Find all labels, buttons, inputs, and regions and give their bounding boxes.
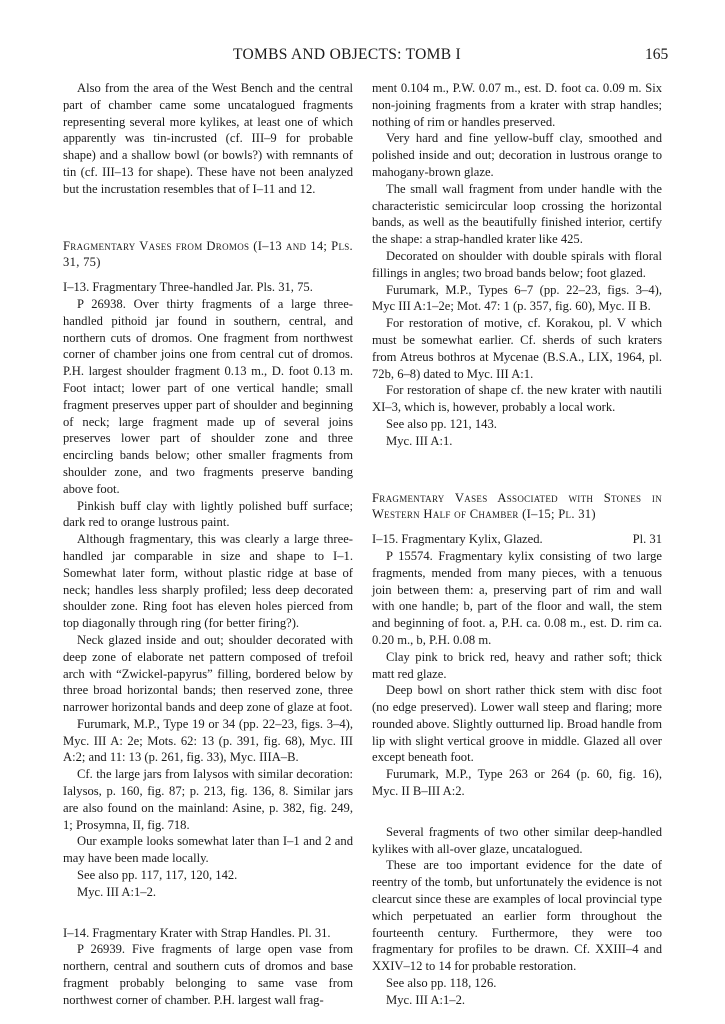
paragraph: The small wall fragment from under handle with the characteristic semicircular loop crossing the horizontal bands, as well as the beautifully finished interior, certify the shape: a strap-handled krater like 425.: [372, 181, 662, 247]
paragraph: See also pp. 121, 143.: [386, 416, 497, 431]
paragraph: Myc. III A:1.: [386, 433, 453, 448]
paragraph: For restoration of shape cf. the new krater with nautili XI–3, which is, however, probably a local work.: [372, 383, 662, 415]
page-number: 165: [645, 46, 669, 63]
paragraph: These are too important evidence for the date of reentry of the tomb, but unfortunately the evidence is not clearcut since these are examples of local provincial type which perpetuated an earlier form throughout the fourteenth century. Furthermore, they were too fragmentary for profiles to be drawn. Cf. XXIII–4 and XXIV–12 to 14 for probable restoration.: [372, 858, 662, 974]
plate-reference: Pl. 31: [632, 532, 662, 547]
paragraph: See also pp. 117, 117, 120, 142.: [77, 868, 238, 883]
paragraph: Cf. the large jars from Ialysos with similar decoration: Ialysos, p. 160, fig. 87; p. 213, fig. 136, 8. Similar jars are also found on the mainland: Asine, p. 382, fig. 249, 1; Prosymna, II, fig. 718.: [63, 767, 353, 832]
paragraph: Deep bowl on short rather thick stem with disc foot (no edge preserved). Lower wall steep and flaring; more rounded above. Slightly outturned lip. Broad handle from lip with slight vertical groove in middle. Glazed all over except beneath foot.: [372, 683, 662, 765]
section-heading-western-half: Fragmentary Vases Associated with Stones in Western Half of Chamber (I–15; Pl. 31): [372, 490, 662, 522]
paragraph: Several fragments of two other similar deep-handled kylikes with all-over glaze, uncatalogued.: [372, 824, 662, 856]
left-column: [63, 80, 353, 1009]
section-heading-dromos: Fragmentary Vases from Dromos (I–13 and 14; Pls. 31, 75): [63, 238, 353, 270]
paragraph: P 26938. Over thirty fragments of a large three-handled pithoid jar found in southern, central, and northern cuts of dromos. One fragment from northwest corner of chamber joins one from central cut of dromos. P.H. largest shoulder fragment 0.13 m., D. foot 0.13 m. Foot intact; lower part of one vertical handle; small fragment preserves upper part of shoulder and beginning of neck; large fragment made up of several joins preserves lower part of shoulder zone and three encircling bands below; other smaller fragments from shoulder zone, and two fragments preserve banding above foot.: [63, 296, 353, 496]
paragraph: Myc. III A:1–2.: [77, 884, 157, 899]
paragraph: Furumark, M.P., Type 19 or 34 (pp. 22–23, figs. 3–4), Myc. III A: 2e; Mots. 62: 13 (p. 391, fig. 68), Myc. III A:2; and 11: 13 (p. 261, fig. 33), Myc. IIIA–B.: [63, 716, 353, 765]
paragraph: Neck glazed inside and out; shoulder decorated with deep zone of elaborate net pattern composed of trefoil arch with “Zwickel-papyrus” filling, bordered below by three broad horizontal bands; then reserved zone, three narrower horizontal bands and deep zone of glaze at foot.: [63, 632, 353, 715]
paragraph: Furumark, M.P., Types 6–7 (pp. 22–23, figs. 3–4), Myc III A:1–2e; Mot. 47: 1 (p. 357, fig. 60), Myc. II B.: [372, 282, 662, 314]
paragraph: P 26939. Five fragments of large open vase from northern, central and southern cuts of dromos and base fragment probably belonging to same vase from northwest corner of chamber. P.H. largest wall frag-: [63, 942, 353, 1007]
right-column: [372, 80, 662, 1009]
entry-title: I–15. Fragmentary Kylix, Glazed.: [372, 532, 543, 547]
paragraph: Myc. III A:1–2.: [386, 992, 466, 1007]
running-head: [0, 46, 725, 68]
entry-heading-i13: I–13. Fragmentary Three-handled Jar. Pls. 31, 75.: [63, 280, 313, 295]
entry-heading-i14: I–14. Fragmentary Krater with Strap Handles. Pl. 31.: [63, 925, 331, 940]
paragraph: Pinkish buff clay with lightly polished buff surface; dark red to orange lustrous paint.: [63, 498, 353, 530]
paragraph: Clay pink to brick red, heavy and rather soft; thick matt red glaze.: [372, 649, 662, 681]
running-head-title: TOMBS AND OBJECTS: TOMB I: [233, 46, 461, 63]
paragraph: Also from the area of the West Bench and the central part of chamber came some uncatalogued fragments representing several more kylikes, at least one of which apparently was tin-incrusted (cf. III–9 for probable shape) and a shallow bowl (or bowls?) with remnants of tin (cf. III–13 for shape). These have not been analyzed but the incrustation resembles that of I–11 and 12.: [63, 81, 353, 196]
paragraph: Decorated on shoulder with double spirals with floral fillings in angles; two broad bands below; foot glazed.: [372, 248, 662, 280]
paragraph: P 15574. Fragmentary kylix consisting of two large fragments, mended from many pieces, with a tenuous join between them: a, preserving part of rim and wall with one handle; b, part of the floor and wall, the stem and beginning of foot. a, P.H. ca. 0.08 m., est. D. rim ca. 0.20 m., b, P.H. 0.08 m.: [372, 548, 662, 647]
paragraph: For restoration of motive, cf. Korakou, pl. V which must be somewhat earlier. Cf. sherds of such kraters from Atreus bothros at Mycenae (B.S.A., LIX, 1964, pl. 72b, 6–8) dated to Myc. III A:1.: [372, 316, 662, 381]
paragraph: ment 0.104 m., P.W. 0.07 m., est. D. foot ca. 0.09 m. Six non-joining fragments from a krater with strap handles; nothing of rim or handles preserved.: [372, 81, 662, 129]
paragraph: Our example looks somewhat later than I–1 and 2 and may have been made locally.: [63, 834, 353, 866]
paragraph: Furumark, M.P., Type 263 or 264 (p. 60, fig. 16), Myc. II B–III A:2.: [372, 767, 662, 799]
paragraph: See also pp. 118, 126.: [386, 976, 497, 991]
entry-heading-i15: [372, 531, 662, 548]
paragraph: Very hard and fine yellow-buff clay, smoothed and polished inside and out; decoration in lustrous orange to mahogany-brown glaze.: [372, 131, 662, 179]
paragraph: Although fragmentary, this was clearly a large three-handled jar comparable in size and shape to I–1. Somewhat later form, without plastic ridge at base of neck; handles less sharply profiled; less deep decorated shoulder zone. Ring foot has eleven holes pierced from top diagonally through ring (for better firing?).: [63, 532, 353, 631]
